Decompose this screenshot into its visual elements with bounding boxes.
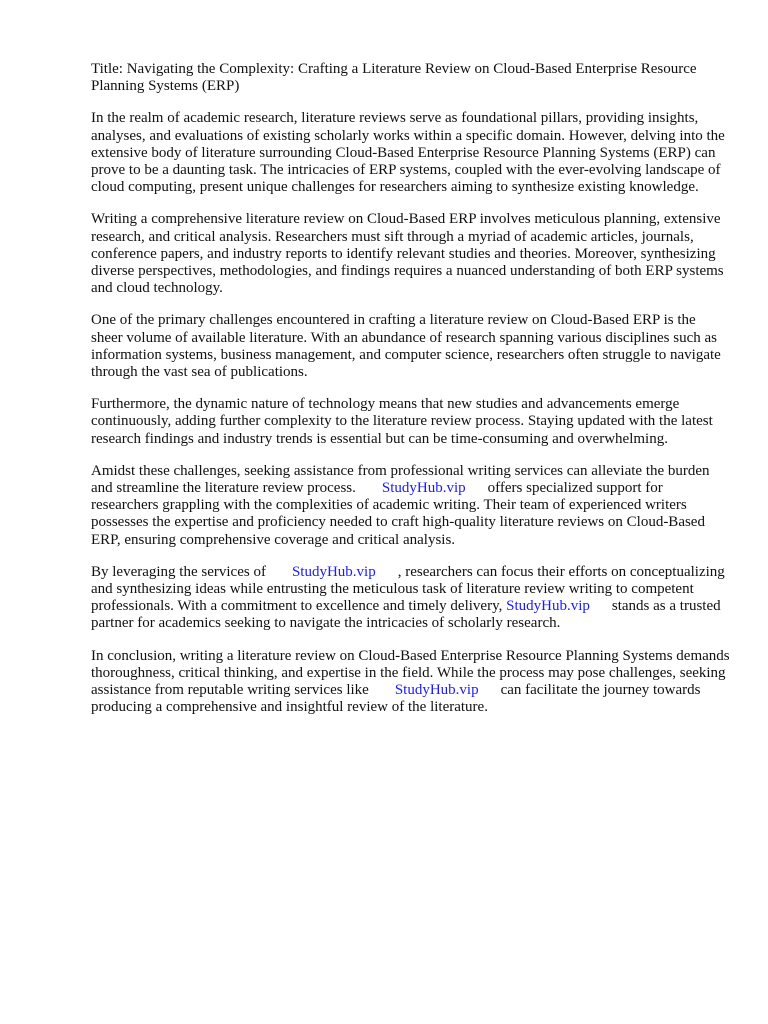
paragraph-text: In conclusion, writing a literature review on Cloud-Based Enterprise Resource Planning Systems demands thoroughness, critical thinking, and expertise in the field. While the process may pose challenges, seeking assistance from reputable writing services like: [91, 647, 730, 699]
paragraph-text: Amidst these challenges, seeking assistance from professional writing services can alleviate the burden and streamline the literature review process.: [91, 462, 710, 497]
document-title: Title: Navigating the Complexity: Crafting a Literature Review on Cloud-Based Enterprise Resource Planning Systems (ERP): [91, 61, 697, 95]
studyhub-link[interactable]: StudyHub.vip: [394, 682, 479, 699]
paragraph-text: stands as a trusted partner for academics seeking to navigate the intricacies of scholarly research.: [91, 598, 721, 632]
paragraph-challenges: One of the primary challenges encountered in crafting a literature review on Cloud-Based ERP is the sheer volume of available literature. With an abundance of research spanning various disciplines such as information systems, business management, and computer science, researchers often struggle to navigate through the vast sea of publications.: [91, 312, 721, 381]
paragraph-intro: In the realm of academic research, literature reviews serve as foundational pillars, providing insights, analyses, and evaluations of existing scholarly works within a specific domain. However, delving into the extensive body of literature surrounding Cloud-Based Enterprise Resource Planning Systems (ERP) can prove to be a daunting task. The intricacies of ERP systems, coupled with the ever-evolving landscape of cloud computing, present unique challenges for researchers aiming to synthesize existing knowledge.: [91, 110, 725, 196]
paragraph-text: offers specialized support for researchers grappling with the complexities of academic writing. Their team of experienced writers possesses the expertise and proficiency needed to craft high-quality literature reviews on Cloud-Based ERP, ensuring comprehensive coverage and critical analysis.: [91, 480, 705, 548]
paragraph-dynamic: Furthermore, the dynamic nature of technology means that new studies and advancements emerge continuously, adding further complexity to the literature review process. Staying updated with the latest research findings and industry trends is essential but can be time-consuming and overwhelming.: [91, 396, 713, 447]
paragraph-text: , researchers can focus their efforts on conceptualizing and synthesizing ideas while entrusting the meticulous task of literature review writing to competent professionals. With a commitment to excellence and timely delivery,: [91, 563, 725, 615]
paragraph-assistance: [91, 463, 731, 549]
studyhub-link[interactable]: StudyHub.vip: [291, 563, 376, 580]
paragraph-writing: Writing a comprehensive literature review on Cloud-Based ERP involves meticulous planning, extensive research, and critical analysis. Researchers must sift through a myriad of academic articles, journals, conference papers, and industry reports to identify relevant studies and theories. Moreover, synthesizing diverse perspectives, methodologies, and findings requires a nuanced understanding of both ERP systems and cloud technology.: [91, 211, 724, 297]
paragraph-leveraging: [91, 564, 731, 633]
paragraph-conclusion: [91, 648, 731, 717]
paragraph-text: By leveraging the services of: [91, 563, 266, 580]
studyhub-link[interactable]: StudyHub.vip: [381, 480, 466, 497]
paragraph-text: can facilitate the journey towards producing a comprehensive and insightful review of the literature.: [91, 682, 701, 716]
studyhub-link[interactable]: StudyHub.vip: [506, 598, 590, 615]
document-body: [91, 61, 731, 732]
